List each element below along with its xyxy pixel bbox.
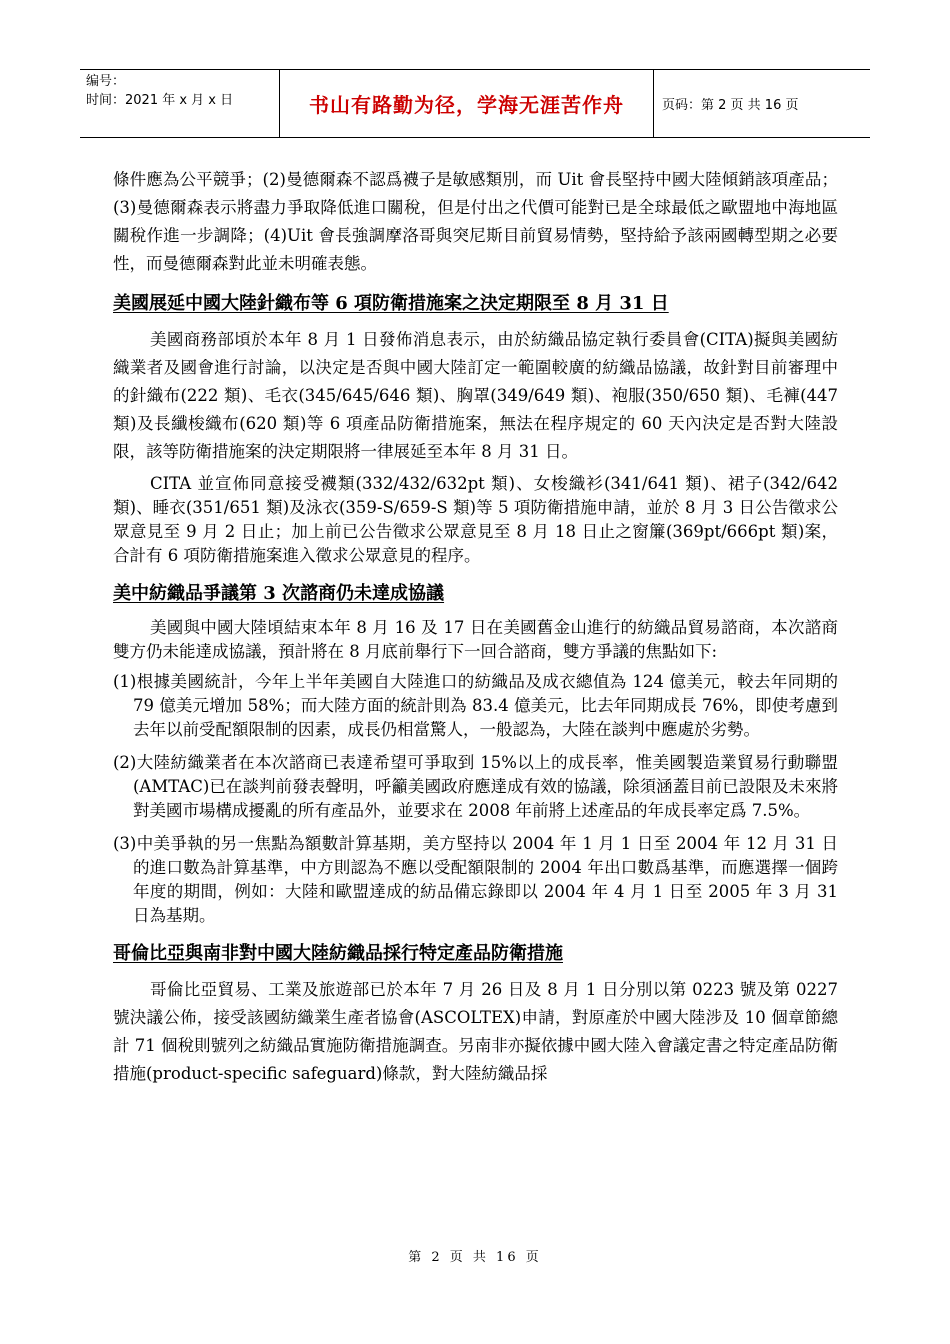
header-page-info: 页码：第 2 页 共 16 页 xyxy=(662,98,799,113)
page-footer: 第 2 页 共 16 页 xyxy=(408,1250,542,1265)
header-number: 编号： xyxy=(86,74,126,89)
section-heading-2: 美中紡織品爭議第 3 次諮商仍未達成協議 xyxy=(113,583,445,604)
list-item: (1)根據美國統計，今年上半年美國自大陸進口的紡織品及成衣總值為 124 億美元，較去年同期的 79 億美元增加 58%；而大陸方面的統計則為 83.4 億美元，比去年同期成長 76%，即使考慮到去年以前受配額限制的因素，成長仍相當驚人，一般認為，大陸在談判中應處於劣勢。 xyxy=(113,672,838,739)
intro-paragraph: 條件應為公平競爭；(2)曼德爾森不認爲襪子是敏感類別，而 Uit 會長堅持中國大陸傾銷該項產品；(3)曼德爾森表示將盡力爭取降低進口關稅，但是付出之代價可能對已是全球最低之歐盟地中海地區關稅作進一步調降；(4)Uit 會長強調摩洛哥與突尼斯目前貿易情勢，堅持給予該兩國轉型期之必要性，而曼德爾森對此並未明確表態。 xyxy=(113,170,838,273)
section2-paragraph-1: 美國與中國大陸頃結束本年 8 月 16 及 17 日在美國舊金山進行的紡織品貿易諮商，本次諮商雙方仍未能達成協議，預計將在 8 月底前舉行下一回合諮商，雙方爭議的焦點如下: xyxy=(113,618,838,661)
list-item: (3)中美爭執的另一焦點為額數計算基期，美方堅持以 2004 年 1 月 1 日至 2004 年 12 月 31 日的進口數為計算基準，中方則認為不應以受配額限制的 2004 年出口數爲基準，而應選擇一個跨年度的期間，例如：大陸和歐盟達成的紡品備忘錄即以 2004 年 4 月 1 日至 2005 年 3 月 31 日為基期。 xyxy=(113,834,838,925)
header-time: 时间：2021 年 x 月 x 日 xyxy=(86,93,234,108)
list-item: (2)大陸紡織業者在本次諮商已表達希望可爭取到 15%以上的成長率，惟美國製造業貿易行動聯盟(AMTAC)已在談判前發表聲明，呼籲美國政府應達成有效的協議，除須涵蓋目前已設限及未來將對美國市場構成擾亂的所有產品外，並要求在 2008 年前將上述產品的年成長率定爲 7.5%。 xyxy=(113,753,838,820)
section-heading-3: 哥倫比亞與南非對中國大陸紡織品採行特定產品防衛措施 xyxy=(113,943,563,964)
header-motto: 书山有路勤为径，学海无涯苦作舟 xyxy=(280,70,654,137)
header-meta xyxy=(80,70,280,137)
section1-paragraph-2: CITA 並宣佈同意接受襪類(332/432/632pt 類)、女梭織衫(341/641 類)、裙子(342/642 類)、睡衣(351/651 類)及泳衣(359-S/659-S 類)等 5 項防衛措施申請，並於 8 月 3 日公告徵求公眾意見至 9 月 2 日止；加上前已公告徵求公眾意見至 8 月 18 日止之窗簾(369pt/666pt 類)案，合計有 6 項防衛措施案進入徵求公眾意見的程序。 xyxy=(113,474,838,565)
document-body xyxy=(113,166,838,1088)
page-header xyxy=(80,69,870,138)
section-heading-1: 美國展延中國大陸針織布等 6 項防衛措施案之決定期限至 8 月 31 日 xyxy=(113,293,669,314)
section3-paragraph-1: 哥倫比亞貿易、工業及旅遊部已於本年 7 月 26 日及 8 月 1 日分別以第 0223 號及第 0227 號決議公佈，接受該國紡織業生產者協會(ASCOLTEX)申請，對原產於中國大陸涉及 10 個章節總計 71 個稅則號列之紡織品實施防衛措施調查。另南非亦擬依據中國大陸入會議定書之特定產品防衛措施(product-specific safeguard)條款，對大陸紡織品採 xyxy=(113,980,838,1083)
section1-paragraph-1: 美國商務部頃於本年 8 月 1 日發佈消息表示，由於紡織品協定執行委員會(CITA)擬與美國紡織業者及國會進行討論，以決定是否與中國大陸訂定一範圍較廣的紡織品協議，故針對目前審理中的針織布(222 類)、毛衣(345/645/646 類)、胸罩(349/649 類)、袍服(350/650 類)、毛褲(447 類)及長纖梭織布(620 類)等 6 項產品防衛措施案，無法在程序規定的 60 天內決定是否對大陸設限，該等防衛措施案的決定期限將一律展延至本年 8 月 31 日。 xyxy=(113,330,838,461)
